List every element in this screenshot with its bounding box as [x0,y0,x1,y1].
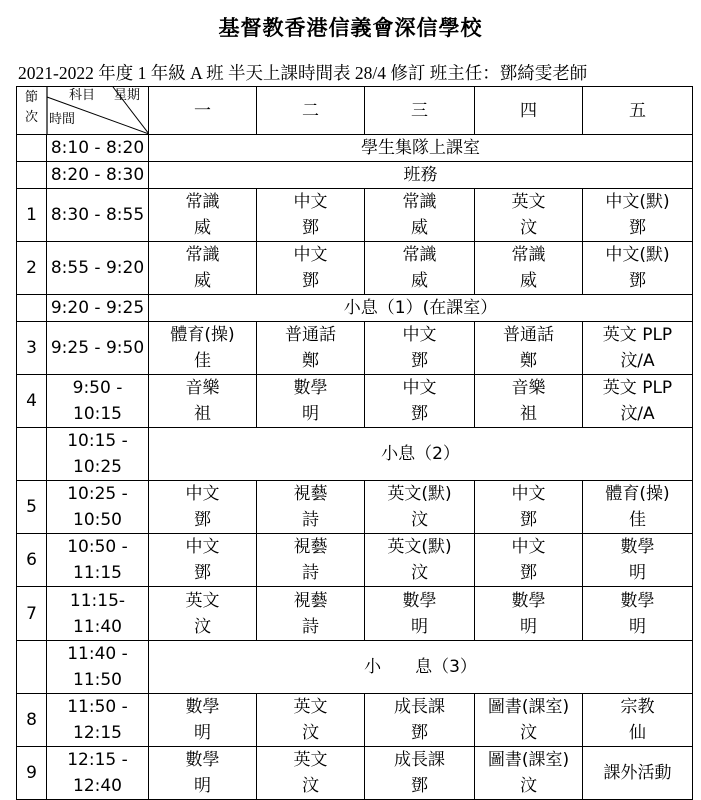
period-row [17,534,693,587]
period-number: 4 [17,375,47,428]
lesson-cell-thu [475,481,583,534]
teacher-name: 汶 [194,616,211,637]
lesson-cell-wed [365,375,475,428]
subject-name: 英文 [511,192,546,212]
period-number: 9 [17,747,47,800]
time-cell: 11:50 - 12:15 [47,694,149,747]
subject-name: 音樂 [511,378,546,398]
break-row [17,295,693,322]
teacher-name: 鄧 [411,351,428,371]
subject-name: 普通話 [503,325,554,345]
time-cell: 8:20 - 8:30 [47,162,149,189]
lesson-cell-thu [475,375,583,428]
lesson-cell-wed [365,242,475,295]
lesson-cell-mon [149,189,257,242]
time-cell: 12:15 - 12:40 [47,747,149,800]
lesson-cell-fri [583,587,693,641]
subject-name: 音樂 [185,378,220,398]
time-cell: 9:25 - 9:50 [47,322,149,375]
activity-cell: 小息（1）(在課室） [149,295,693,322]
header-jie: 節 [25,90,39,105]
header-corner-cell [17,87,149,135]
break-row [17,135,693,162]
lesson-cell-tue [257,747,365,800]
activity-cell: 學生集隊上課室 [149,135,693,162]
time-cell: 10:25 - 10:50 [47,481,149,534]
subject-name: 中文(默) [605,245,670,265]
teacher-name: 鄧 [194,563,211,583]
time-cell: 10:15 - 10:25 [47,428,149,481]
activity-cell: 小 息（3） [149,641,693,694]
subject-name: 數學 [402,590,437,611]
teacher-name: 佳 [194,351,211,371]
subject-name: 常識 [402,192,437,212]
lesson-cell-thu [475,322,583,375]
teacher-name: 明 [411,616,428,637]
lesson-cell-tue [257,322,365,375]
period-number: 3 [17,322,47,375]
teacher-name: 明 [629,563,646,583]
teacher-name: 明 [302,404,319,424]
period-number [17,295,47,322]
teacher-name: 鄧 [302,271,319,291]
lesson-cell-mon [149,375,257,428]
teacher-name: 威 [520,271,537,291]
teacher-name: 威 [194,271,211,291]
lesson-cell-tue [257,534,365,587]
subject-name: 成長課 [394,697,445,717]
timetable-subtitle: 2021-2022 年度 1 年級 A 班 半天上課時間表 28/4 修訂 班主任：鄧綺雯老師 [18,63,588,83]
subject-name: 中文(默) [605,192,670,212]
teacher-name: 汶 [302,776,319,796]
lesson-cell-fri [583,534,693,587]
lesson-cell-tue [257,587,365,641]
lesson-cell-thu [475,694,583,747]
subject-name: 普通話 [285,325,336,345]
lesson-cell-thu [475,242,583,295]
subject-name: 常識 [511,245,546,265]
period-row [17,481,693,534]
subject-name: 中文 [511,484,546,504]
subject-name: 體育(操) [170,325,235,345]
subject-name: 常識 [185,192,220,212]
teacher-name: 鄧 [520,563,537,583]
period-row [17,322,693,375]
period-number: 5 [17,481,47,534]
subject-name: 成長課 [394,750,445,770]
period-number: 8 [17,694,47,747]
period-number: 1 [17,189,47,242]
period-number: 2 [17,242,47,295]
lesson-cell-mon [149,747,257,800]
teacher-name: 祖 [520,404,537,424]
subject-name: 視藝 [293,537,328,557]
time-cell: 8:10 - 8:20 [47,135,149,162]
period-number [17,135,47,162]
teacher-name: 汶 [411,563,428,583]
subject-name: 英文 [185,590,220,611]
teacher-name: 汶/A [620,404,655,424]
subject-name: 圖書(課室) [487,697,570,717]
lesson-cell-thu [475,747,583,800]
subject-name: 常識 [185,245,220,265]
time-cell: 9:50 - 10:15 [47,375,149,428]
subject-name: 宗教 [620,697,655,717]
lesson-cell-fri [583,242,693,295]
subject-name: 英文(默) [387,484,452,504]
time-cell: 9:20 - 9:25 [47,295,149,322]
lesson-cell-fri [583,189,693,242]
lesson-cell-thu [475,534,583,587]
subject-name: 數學 [620,590,655,611]
subject-name: 體育(操) [605,484,670,504]
break-row [17,162,693,189]
teacher-name: 明 [520,616,537,637]
time-cell: 8:30 - 8:55 [47,189,149,242]
teacher-name: 汶 [520,776,537,796]
lesson-cell-tue [257,375,365,428]
lesson-cell-mon [149,242,257,295]
teacher-name: 明 [629,616,646,637]
teacher-name: 仙 [629,723,646,743]
teacher-name: 佳 [629,510,646,530]
lesson-cell-wed [365,481,475,534]
header-weekday: 星期 [114,88,141,103]
teacher-name: 鄭 [520,351,537,371]
school-title: 基督教香港信義會深信學校 [218,16,483,40]
subject-name: 圖書(課室) [487,750,570,770]
subject-name: 數學 [620,537,655,557]
period-row [17,587,693,641]
period-row [17,747,693,800]
lesson-cell-wed [365,587,475,641]
subject-name: 數學 [511,590,546,611]
period-row [17,242,693,295]
lesson-cell-mon [149,481,257,534]
lesson-cell-mon [149,694,257,747]
teacher-name: 詩 [302,510,319,530]
subject-name: 英文 PLP [602,378,673,398]
lesson-cell-tue [257,189,365,242]
subject-name: 中文 [185,537,220,557]
day-fri: 五 [583,87,693,135]
subject-name: 英文(默) [387,537,452,557]
period-row [17,375,693,428]
teacher-name: 汶 [411,510,428,530]
subject-name: 中文 [293,245,328,265]
teacher-name: 威 [194,218,211,238]
subject-name: 課外活動 [603,763,672,783]
time-cell: 11:15-11:40 [47,587,149,641]
day-tue: 二 [257,87,365,135]
lesson-cell-thu [475,189,583,242]
subject-name: 數學 [185,697,220,717]
teacher-name: 鄧 [411,404,428,424]
subject-name: 英文 [293,697,328,717]
teacher-name: 明 [194,723,211,743]
period-number [17,162,47,189]
teacher-name: 鄭 [302,351,319,371]
subject-name: 英文 PLP [602,325,673,345]
teacher-name: 詩 [302,616,319,637]
subject-name: 數學 [293,378,328,398]
lesson-cell-thu [475,587,583,641]
lesson-cell-mon [149,322,257,375]
teacher-name: 鄧 [411,776,428,796]
lesson-cell-wed [365,747,475,800]
period-number: 7 [17,587,47,641]
subject-name: 視藝 [293,590,328,611]
time-cell: 11:40 - 11:50 [47,641,149,694]
period-number [17,641,47,694]
header-subject: 科目 [69,88,96,103]
lesson-cell-fri [583,694,693,747]
period-row [17,189,693,242]
subject-name: 數學 [185,750,220,770]
lesson-cell-fri [583,375,693,428]
header-row [17,87,693,135]
teacher-name: 鄧 [629,218,646,238]
teacher-name: 鄧 [520,510,537,530]
lesson-cell-fri [583,322,693,375]
subject-name: 中文 [511,537,546,557]
lesson-cell-fri [583,747,693,800]
day-wed: 三 [365,87,475,135]
time-cell: 10:50 - 11:15 [47,534,149,587]
day-thu: 四 [475,87,583,135]
teacher-name: 鄧 [302,218,319,238]
teacher-name: 祖 [194,404,211,424]
lesson-cell-mon [149,587,257,641]
header-corner [17,87,148,134]
teacher-name: 汶 [520,723,537,743]
lesson-cell-wed [365,694,475,747]
lesson-cell-wed [365,322,475,375]
header-time: 時間 [49,112,76,127]
teacher-name: 汶 [520,218,537,238]
period-number [17,428,47,481]
teacher-name: 汶 [302,723,319,743]
period-number: 6 [17,534,47,587]
lesson-cell-tue [257,694,365,747]
teacher-name: 汶/A [620,351,655,371]
lesson-cell-wed [365,534,475,587]
timetable [16,86,693,800]
lesson-cell-fri [583,481,693,534]
teacher-name: 鄧 [411,723,428,743]
teacher-name: 鄧 [629,271,646,291]
teacher-name: 詩 [302,563,319,583]
break-row [17,428,693,481]
subject-name: 中文 [185,484,220,504]
lesson-cell-tue [257,481,365,534]
period-row [17,694,693,747]
subject-name: 中文 [293,192,328,212]
lesson-cell-wed [365,189,475,242]
lesson-cell-tue [257,242,365,295]
header-ci: 次 [25,110,39,125]
activity-cell: 小息（2） [149,428,693,481]
teacher-name: 威 [411,218,428,238]
time-cell: 8:55 - 9:20 [47,242,149,295]
subject-name: 視藝 [293,484,328,504]
subject-name: 中文 [402,378,437,398]
subject-name: 英文 [293,750,328,770]
teacher-name: 明 [194,776,211,796]
subject-name: 常識 [402,245,437,265]
activity-cell: 班務 [149,162,693,189]
subject-name: 中文 [402,325,437,345]
lesson-cell-mon [149,534,257,587]
teacher-name: 鄧 [194,510,211,530]
teacher-name: 威 [411,271,428,291]
break-row [17,641,693,694]
day-mon: 一 [149,87,257,135]
